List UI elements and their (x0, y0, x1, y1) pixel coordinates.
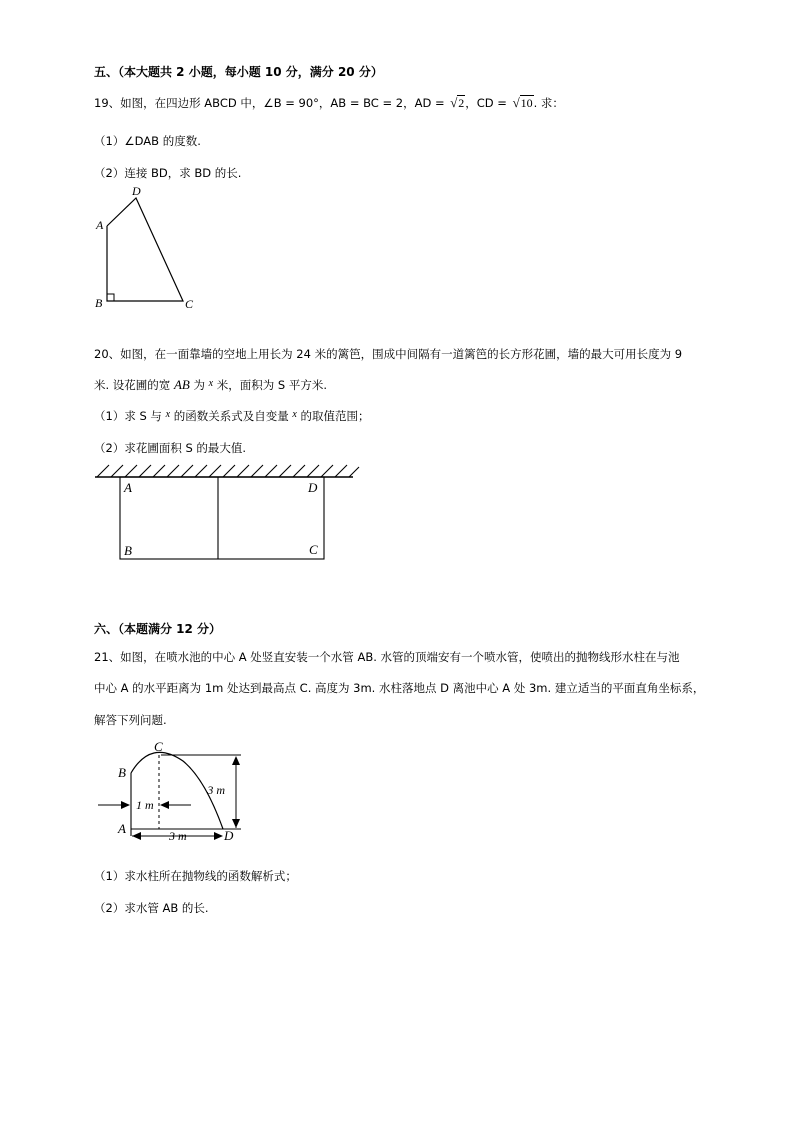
q21-part-2: （2）求水管 AB 的长. (94, 901, 209, 915)
q19-stem-text-c: . 求： (533, 96, 564, 110)
q20-stem-line-1: 20、如图，在一面靠墙的空地上用长为 24 米的篱笆，围成中间隔有一道篱笆的长方形花圃，墙的最大可用长度为 9 (94, 347, 683, 361)
q19-quadrilateral-figure (90, 180, 210, 315)
quadrilateral-outline (107, 198, 183, 301)
q21-stem-line-3: 解答下列问题. (94, 713, 167, 727)
vertex-label-b: B (95, 296, 103, 310)
q19-stem (94, 95, 564, 111)
arrow-right-icon (121, 801, 130, 809)
right-angle-mark (107, 294, 114, 301)
q20-text: 米，面积为 S 平方米. (213, 378, 328, 392)
vertex-label-c: C (309, 542, 318, 557)
q21-stem-line-1: 21、如图，在喷水池的中心 A 处竖直安装一个水管 AB. 水管的顶端安有一个喷水管，使喷出的抛物线形水柱在与池 (94, 650, 680, 664)
q20-part1-text: 的取值范围； (296, 409, 370, 423)
q19-stem-text-a: 19、如图，在四边形 ABCD 中，∠B = 90°，AB = BC = 2，AD = (94, 96, 449, 110)
q20-stem-line-2 (94, 377, 327, 393)
var-x: x (292, 409, 297, 420)
point-label-d: D (224, 828, 234, 843)
q21-stem-line-2: 中心 A 的水平距离为 1m 处达到最高点 C. 高度为 3m. 水柱落地点 D 离池中心 A 处 3m. 建立适当的平面直角坐标系， (94, 681, 705, 695)
q20-part1-text: 的函数关系式及自变量 (170, 409, 293, 423)
vertex-label-a: A (96, 218, 104, 232)
vertex-label-c: C (185, 297, 194, 311)
arrow-right-icon (214, 832, 223, 840)
q20-part-1 (94, 408, 369, 424)
arrow-left-icon (132, 832, 141, 840)
q21-fountain-figure (95, 735, 265, 850)
dist-3m-label: 3 m (169, 829, 187, 843)
wall-hatching (97, 465, 359, 477)
q20-text: 米. 设花圃的宽 (94, 378, 174, 392)
q19-part-1: （1）∠DAB 的度数. (94, 134, 201, 148)
q20-part-2: （2）求花圃面积 S 的最大值. (94, 441, 247, 455)
section-5-heading: 五、（本大题共 2 小题，每小题 10 分，满分 20 分） (94, 65, 383, 79)
var-x: x (208, 378, 214, 389)
height-arrow-up-icon (232, 756, 240, 765)
point-label-c: C (154, 739, 163, 754)
vertex-label-d: D (308, 480, 318, 495)
vertex-label-d: D (132, 184, 141, 198)
sqrt-10: √ 10 (512, 95, 533, 110)
q19-part-2: （2）连接 BD，求 BD 的长. (94, 166, 242, 180)
height-arrow-down-icon (232, 819, 240, 828)
garden-rectangle (120, 477, 324, 559)
sqrt-2: √ 2 (450, 95, 465, 110)
section-6-heading: 六、（本题满分 12 分） (94, 622, 222, 636)
arrow-left-icon (160, 801, 169, 809)
dist-1m-label: 1 m (136, 798, 154, 812)
q19-stem-text-b: ，CD = (465, 96, 511, 110)
point-label-a: A (118, 821, 126, 836)
q20-part1-text: （1）求 S 与 (94, 409, 166, 423)
var-x: x (165, 409, 171, 420)
vertex-label-a: A (124, 480, 132, 495)
point-label-b: B (118, 765, 126, 780)
vertex-label-b: B (124, 543, 132, 558)
q20-text: 为 (189, 378, 209, 392)
var-ab: AB (173, 377, 190, 392)
q20-garden-figure (95, 462, 360, 562)
height-label: 3 m (207, 783, 225, 797)
q21-part-1: （1）求水柱所在抛物线的函数解析式； (94, 869, 297, 883)
